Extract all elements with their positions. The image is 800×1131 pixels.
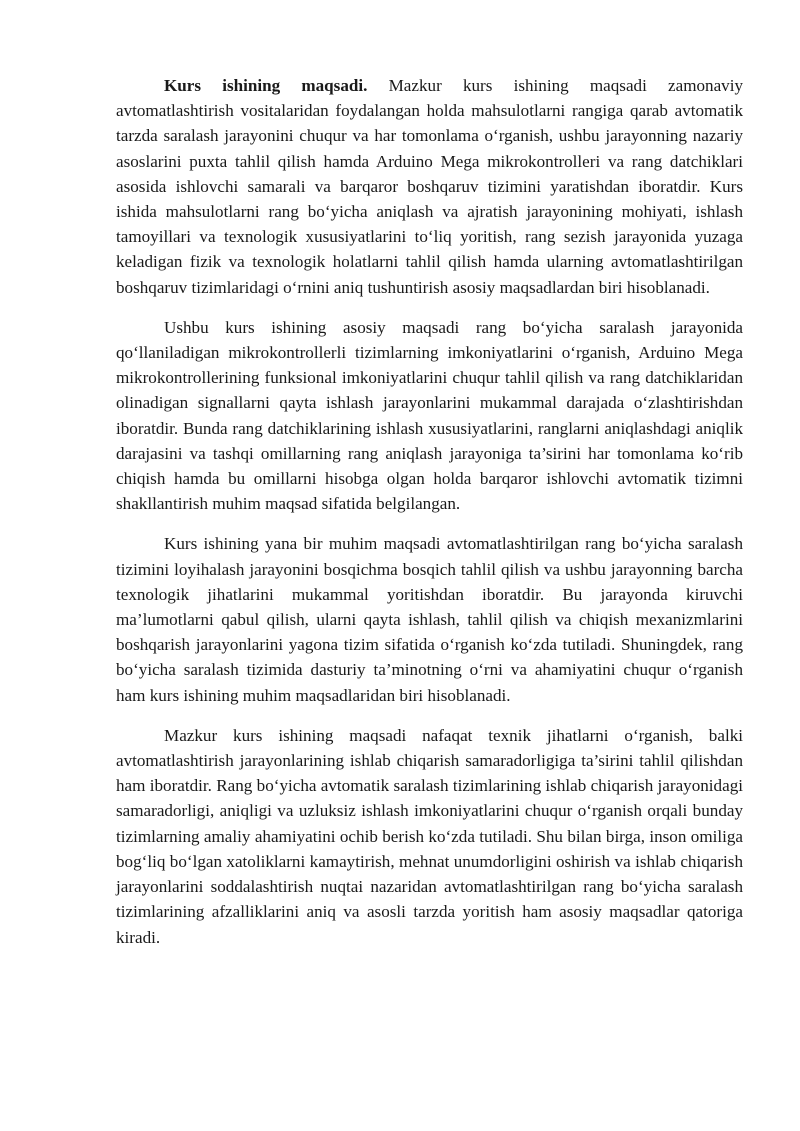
section-heading: Kurs ishining maqsadi. — [164, 76, 368, 95]
document-body — [116, 73, 743, 965]
paragraph-3: Kurs ishining yana bir muhim maqsadi avtomatlashtirilgan rang bo‘yicha saralash tizimini loyihalash jarayonini bosqichma bosqich tahlil qilish va ushbu jarayonning barcha texnologik jihatlarini mukammal yoritishdan iboratdir. Bu jarayonda kiruvchi ma’lumotlarni qabul qilish, ularni qayta ishlash, tahlil qilish va chiqish mexanizmlarini boshqarish jarayonlarini yagona tizim sifatida o‘rganish ko‘zda tutiladi. Shuningdek, rang bo‘yicha saralash tizimida dasturiy ta’minotning o‘rni va ahamiyatini chuqur o‘rganish ham kurs ishining muhim maqsadlaridan biri hisoblanadi. — [116, 534, 743, 705]
paragraph-2: Ushbu kurs ishining asosiy maqsadi rang bo‘yicha saralash jarayonida qo‘llaniladigan mikrokontrollerli tizimlarning imkoniyatlarini o‘rganish, Arduino Mega mikrokontrollerining funksional imkoniyatlarini chuqur tahlil qilish va rang datchiklaridan olinadigan signallarni qayta ishlash jarayonlarini mukammal darajada o‘zlashtirishdan iboratdir. Bunda rang datchiklarining ishlash xususiyatlarini, ranglarni aniqlashdagi aniqlik darajasini va tashqi omillarning rang aniqlash jarayoniga ta’sirini har tomonlama ko‘rib chiqish hamda bu omillarni hisobga olgan holda barqaror ishlovchi avtomatik tizimni shakllantirish muhim maqsad sifatida belgilangan. — [116, 317, 743, 514]
paragraph-4: Mazkur kurs ishining maqsadi nafaqat texnik jihatlarni o‘rganish, balki avtomatlashtirish jarayonlarining ishlab chiqarish samaradorligiga ta’sirini tahlil qilishdan ham iboratdir. Rang bo‘yicha avtomatik saralash tizimlarining ishlab chiqarish jarayonidagi samaradorligi, aniqligi va uzluksiz ishlash imkoniyatlarini chuqur o‘rganish orqali bunday tizimlarning amaliy ahamiyatini ochib berish ko‘zda tutiladi. Shu bilan birga, inson omiliga bog‘liq bo‘lgan xatoliklarni kamaytirish, mehnat unumdorligini oshirish va ishlab chiqarish jarayonlarini soddalashtirish nuqtai nazaridan avtomatlashtirilgan rang bo‘yicha saralash tizimlarining afzalliklarini aniq va asosli tarzda yoritish ham asosiy maqsadlar qatoriga kiradi. — [116, 725, 743, 947]
paragraph-1-text: Mazkur kurs ishining maqsadi zamonaviy avtomatlashtirish vositalaridan foydalangan holda mahsulotlarni rangiga qarab avtomatik tarzda saralash jarayonini chuqur va har tomonlama o‘rganish, ushbu jarayonning nazariy asoslarini puxta tahlil qilish hamda Arduino Mega mikrokontrolleri va rang datchiklari asosida ishlovchi samarali va barqaror boshqaruv tizimini yaratishdan iboratdir. Kurs ishida mahsulotlarni rang bo‘yicha aniqlash va ajratish jarayonining mohiyati, ishlash tamoyillari va texnologik xususiyatlarini to‘liq yoritish, rang sezish jarayonida yuzaga keladigan fizik va texnologik holatlarni tahlil qilish hamda ularning avtomatlashtirilgan boshqaruv tizimlaridagi o‘rnini aniq tushuntirish asosiy maqsadlardan biri hisoblanadi. — [116, 76, 744, 297]
paragraph-1 — [116, 73, 743, 300]
